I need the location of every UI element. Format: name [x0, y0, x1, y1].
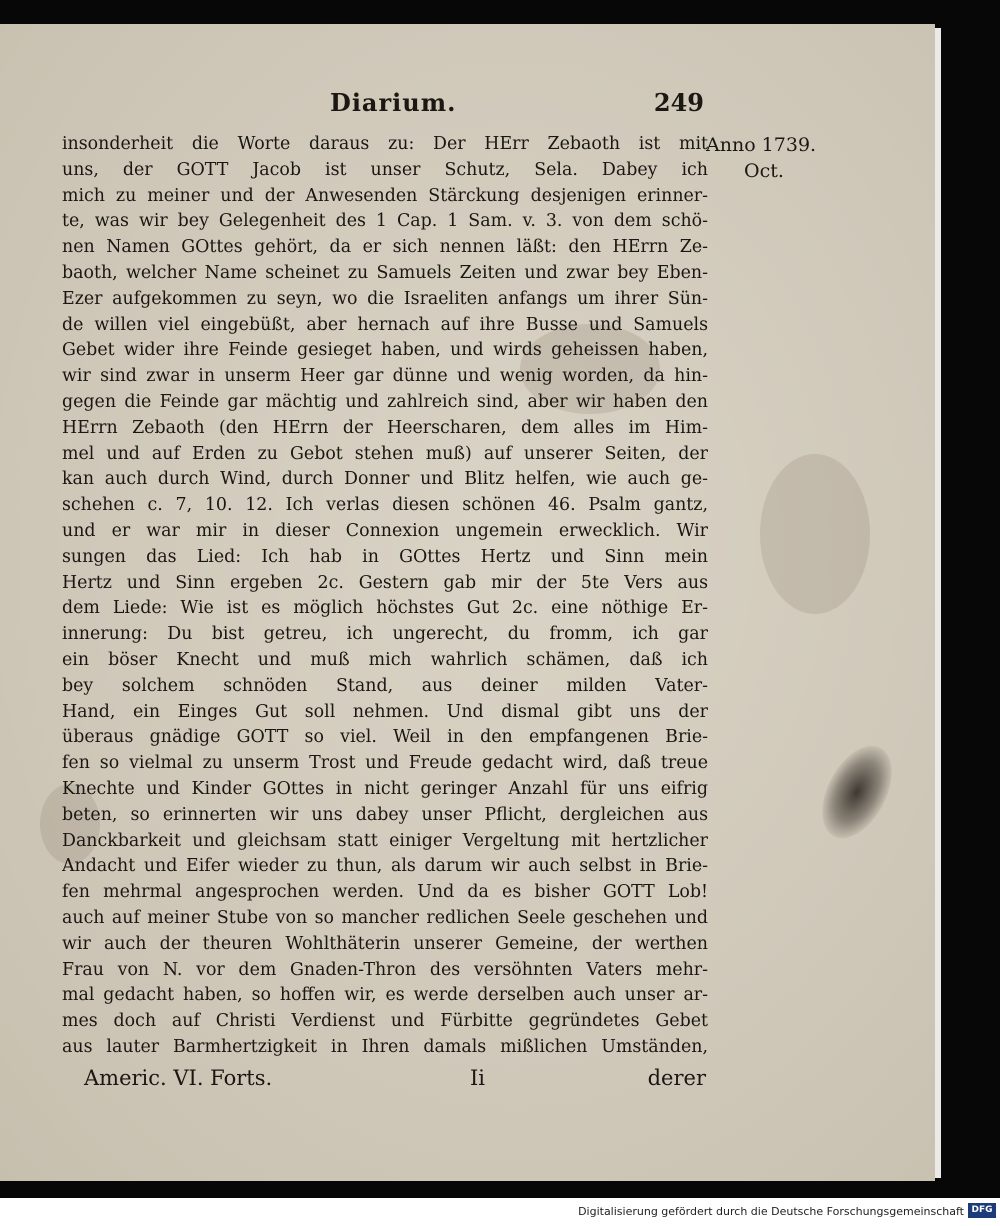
text-line: kan auch durch Wind, durch Donner und Blitz helfen, wie auch ge- [62, 469, 708, 490]
text-line: Ezer aufgekommen zu seyn, wo die Israeliten anfangs um ihrer Sün- [62, 288, 708, 309]
page-footer [84, 1066, 706, 1096]
running-title: Diarium. [330, 88, 457, 117]
text-line: insonderheit die Worte daraus zu: Der HErr Zebaoth ist mit [62, 134, 708, 154]
signature: Americ. VI. Forts. [84, 1066, 273, 1090]
margin-note-month: Oct. [744, 160, 784, 182]
text-line: fen mehrmal angesprochen werden. Und da es bisher GOTT Lob! [62, 882, 708, 903]
text-line: und er war mir in dieser Connexion ungemein erwecklich. Wir [62, 520, 708, 541]
text-line: ein böser Knecht und muß mich wahrlich schämen, daß ich [62, 649, 708, 670]
text-line: gegen die Feinde gar mächtig und zahlreich sind, aber wir haben den [62, 391, 708, 412]
text-line: mich zu meiner und der Anwesenden Stärckung desjenigen erinner- [62, 185, 708, 206]
text-line: nen Namen GOttes gehört, da er sich nennen läßt: den HErrn Ze- [62, 237, 708, 258]
text-line: Hand, ein Einges Gut soll nehmen. Und dismal gibt uns der [62, 701, 708, 722]
text-line: mel und auf Erden zu Gebot stehen muß) auf unserer Seiten, der [62, 443, 708, 464]
signature-mark: Ii [470, 1066, 486, 1090]
text-line: beten, so erinnerten wir uns dabey unser Pflicht, dergleichen aus [62, 804, 708, 825]
text-line: Gebet wider ihre Feinde gesieget haben, und wirds geheissen haben, [62, 340, 708, 361]
text-line: Danckbarkeit und gleichsam statt einiger Vergeltung mit hertzlicher [62, 830, 708, 851]
body-text [62, 132, 708, 1061]
text-line: fen so vielmal zu unserm Trost und Freude gedacht wird, daß treue [62, 753, 708, 774]
text-line: sungen das Lied: Ich hab in GOttes Hertz und Sinn mein [62, 546, 708, 567]
text-line: auch auf meiner Stube von so mancher redlichen Seele geschehen und [62, 907, 708, 928]
text-line: Andacht und Eifer wieder zu thun, als darum wir auch selbst in Brie- [62, 856, 708, 877]
text-line: te, was wir bey Gelegenheit des 1 Cap. 1 Sam. v. 3. von dem schö- [62, 211, 708, 232]
text-line: aus lauter Barmhertzigkeit in Ihren damals mißlichen Umständen, [62, 1036, 708, 1057]
margin-note-year: Anno 1739. [706, 134, 817, 156]
text-line: wir sind zwar in unserm Heer gar dünne und wenig worden, da hin- [62, 366, 708, 387]
text-line: de willen viel eingebüßt, aber hernach auf ihre Busse und Samuels [62, 314, 708, 335]
credit-text: Digitalisierung gefördert durch die Deutsche Forschungsgemeinschaft [578, 1205, 964, 1218]
text-line: baoth, welcher Name scheinet zu Samuels Zeiten und zwar bey Eben- [62, 262, 708, 283]
running-head [330, 88, 710, 124]
text-line: Hertz und Sinn ergeben 2c. Gestern gab mir der 5te Vers aus [62, 572, 708, 593]
text-line: dem Liede: Wie ist es möglich höchstes Gut 2c. eine nöthige Er- [62, 598, 708, 619]
credit-bar [0, 1198, 1000, 1226]
text-line: überaus gnädige GOTT so viel. Weil in den empfangenen Brie- [62, 727, 708, 748]
text-line: Knechte und Kinder GOttes in nicht geringer Anzahl für uns eifrig [62, 778, 708, 799]
dfg-logo-badge: DFG [968, 1203, 996, 1218]
paper-stain [760, 454, 870, 614]
text-line: innerung: Du bist getreu, ich ungerecht, du fromm, ich gar [62, 624, 708, 645]
text-line: HErrn Zebaoth (den HErrn der Heerscharen, dem alles im Him- [62, 417, 708, 438]
text-line: mes doch auf Christi Verdienst und Fürbitte gegründetes Gebet [62, 1011, 708, 1032]
text-line: bey solchem schnöden Stand, aus deiner milden Vater- [62, 675, 708, 696]
text-line: Frau von N. vor dem Gnaden-Thron des versöhnten Vaters mehr- [62, 959, 708, 980]
page-number: 249 [653, 88, 704, 117]
text-line: uns, der GOTT Jacob ist unser Schutz, Sela. Dabey ich [62, 159, 708, 180]
text-line: wir auch der theuren Wohlthäterin unserer Gemeine, der werthen [62, 933, 708, 954]
text-line: mal gedacht haben, so hoffen wir, es werde derselben auch unser ar- [62, 985, 708, 1006]
ink-smudge [808, 734, 906, 850]
text-line: schehen c. 7, 10. 12. Ich verlas diesen schönen 46. Psalm gantz, [62, 495, 708, 516]
page-edge [935, 28, 941, 1178]
catchword: derer [647, 1066, 706, 1090]
